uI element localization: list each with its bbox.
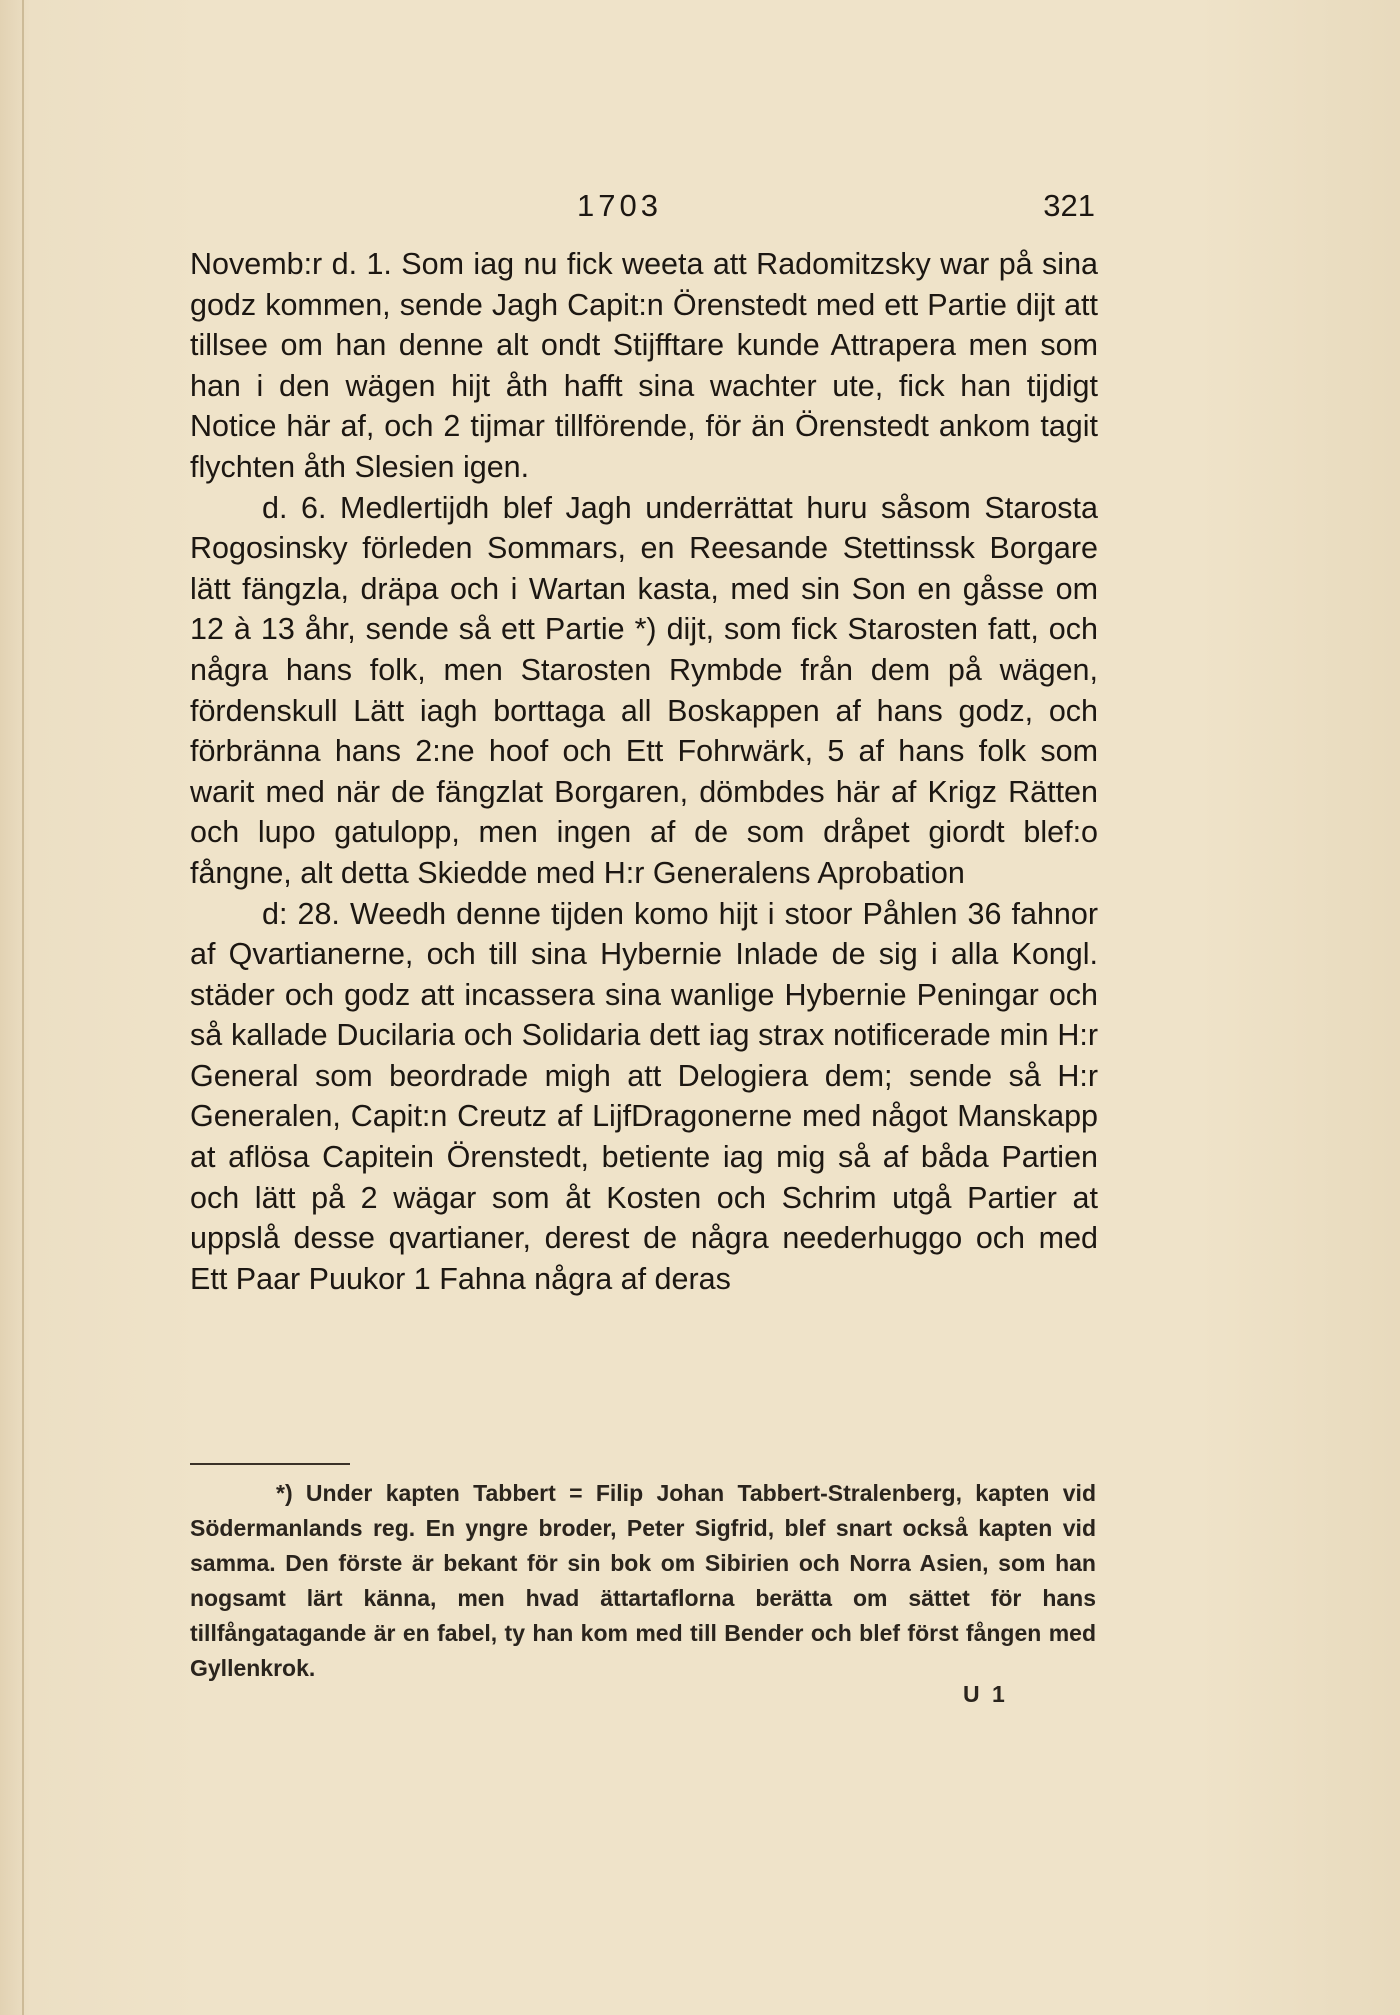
paragraph-d-6: d. 6. Medlertijdh blef Jagh underrättat huru såsom Starosta Rogosinsky förleden Sommars, en Reesande Stettinssk Borgare lätt fängzla, dräpa och i Wartan kasta, med sin Son en gåsse om 12 à 13 åhr, sende så ett Partie *) dijt, som fick Starosten fatt, och några hans folk, men Starosten Rymbde från dem på wägen, fördenskull Lätt iagh borttaga all Boskappen af hans godz, och förbränna hans 2:ne hoof och Ett Fohrwärk, 5 af hans folk som warit med när de fängzlat Borgaren, dömbdes här af Krigz Rätten och lupo gatulopp, men ingen af de som dråpet giordt blef:o fångne, alt detta Skiedde med H:r Generalens Aprobation [190,490,1098,890]
running-head-year: 1703 [577,188,662,223]
page-number: 321 [1043,188,1095,223]
body-text [190,244,1098,1299]
paragraph-d-28: d: 28. Weedh denne tijden komo hijt i stoor Påhlen 36 fahnor af Qvartianerne, och till sina Hybernie Inlade de sig i alla Kongl. städer och godz att incassera sina wanlige Hybernie Peningar och så kallade Ducilaria och Solidaria dett iag strax notificerade min H:r General som beordrade migh att Delogiera dem; sende så H:r Generalen, Capit:n Creutz af LijfDragonerne med något Manskapp at aflösa Capitein Örenstedt, betiente iag mig så af båda Partien och lätt på 2 wägar som åt Kosten och Schrim utgå Partier at uppslå desse qvartianer, derest de några neederhuggo och med Ett Paar Puukor 1 Fahna några af deras [190,896,1098,1296]
footnote-rule [190,1463,350,1465]
running-head [190,188,1095,228]
paragraph-novemb-1: Novemb:r d. 1. Som iag nu fick weeta att Radomitzsky war på sina godz kommen, sende Jagh Capit:n Örenstedt med ett Partie dijt att tillsee om han denne alt ondt Stijfftare kunde Attrapera men som han i den wägen hijt åth hafft sina wachter ute, fick han tijdigt Notice här af, och 2 tijmar tillförende, för än Örenstedt ankom tagit flychten åth Slesien igen. [190,247,1098,484]
footnote [190,1476,1096,1686]
signature-mark: U 1 [963,1681,1008,1707]
page-edge [22,0,24,2015]
footnote-text: *) Under kapten Tabbert = Filip Johan Tabbert-Stralenberg, kapten vid Södermanlands reg. En yngre broder, Peter Sigfrid, blef snart också kapten vid samma. Den förste är bekant för sin bok om Sibirien och Norra Asien, som han nogsamt lärt känna, men hvad ättartaflorna berätta om sättet för hans tillfångatagande är en fabel, ty han kom med till Bender och blef först fången med Gyllenkrok. [190,1480,1096,1681]
